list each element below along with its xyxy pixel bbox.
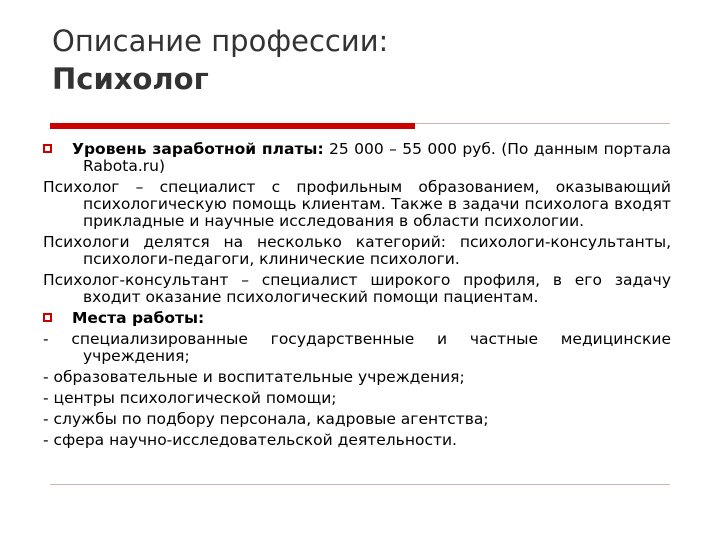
workplace-item: - специализированные государственные и частные медицинские учреждения; <box>43 330 671 365</box>
workplaces-label: Места работы: <box>72 309 205 327</box>
workplace-item: - центры психологической помощи; <box>43 389 337 407</box>
categories-paragraph: Психологи делятся на несколько категорий: психологи-консультанты, психологи-педагоги, клинические психологи. <box>43 233 671 268</box>
salary-bullet <box>43 141 671 175</box>
bottom-divider <box>50 484 670 485</box>
slide-title <box>52 22 388 98</box>
workplaces-bullet <box>43 310 671 327</box>
salary-label: Уровень заработной платы: <box>72 140 324 158</box>
square-bullet-icon <box>43 313 52 322</box>
title-line-1: Описание профессии: <box>52 24 389 58</box>
definition-paragraph: Психолог – специалист с профильным образованием, оказывающий психологическую помощь клиентам. Также в задачи психолога входят прикладные и научные исследования в области психологии. <box>43 178 671 230</box>
slide-body <box>43 141 671 453</box>
salary-text: 25 000 – 55 000 руб. (По данным портала Rabota.ru) <box>83 140 671 175</box>
consultant-paragraph: Психолог-консультант – специалист широкого профиля, в его задачу входит оказание психологический помощи пациентам. <box>43 271 671 306</box>
square-bullet-icon <box>43 144 52 153</box>
workplace-item: - образовательные и воспитательные учреждения; <box>43 368 465 386</box>
workplace-item: - службы по подбору персонала, кадровые агентства; <box>43 410 489 428</box>
workplace-item: - сфера научно-исследовательской деятельности. <box>43 431 457 449</box>
title-divider-accent <box>50 123 415 129</box>
title-line-2: Психолог <box>52 62 209 96</box>
